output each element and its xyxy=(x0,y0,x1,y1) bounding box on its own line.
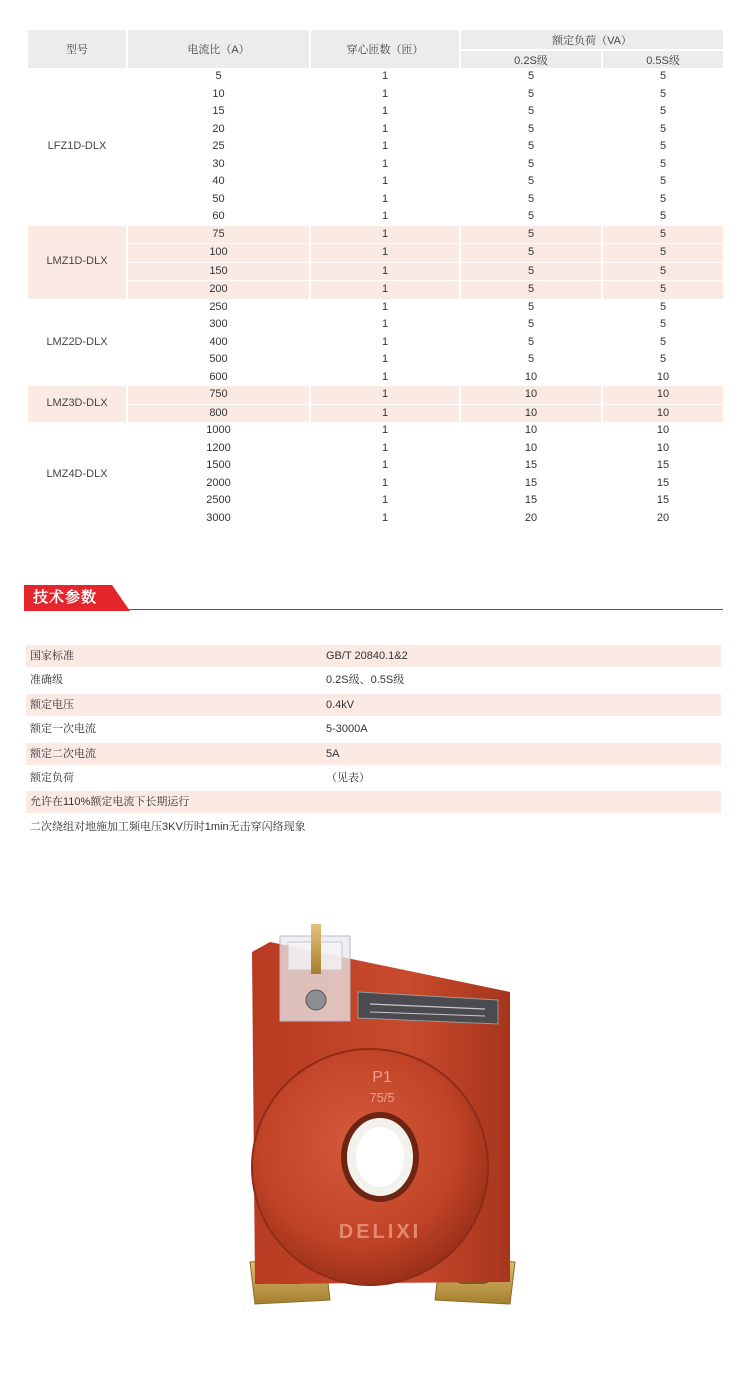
section-title: 技术参数 xyxy=(33,589,98,606)
turns-cell: 1 xyxy=(381,157,389,170)
burden-05-cell: 5 xyxy=(659,318,667,330)
ratio-cell: 5 xyxy=(215,70,222,82)
param-row xyxy=(26,718,721,740)
marking-ratio: 75/5 xyxy=(369,1090,395,1105)
burden-05-cell: 5 xyxy=(659,105,667,117)
turns-cell: 1 xyxy=(381,122,389,135)
table-row xyxy=(28,351,723,369)
turns-cell: 1 xyxy=(381,459,389,471)
ratio-cell: 1200 xyxy=(206,441,231,454)
burden-02-cell: 20 xyxy=(524,511,538,524)
table-row xyxy=(28,121,723,139)
burden-05-cell: 5 xyxy=(659,70,667,82)
turns-cell: 1 xyxy=(311,386,459,405)
burden-05-cell: 15 xyxy=(656,476,670,489)
burden-02-cell: 5 xyxy=(527,335,535,348)
burden-05-cell: 5 xyxy=(603,281,723,299)
burden-05-cell: 5 xyxy=(659,175,667,187)
burden-02-cell: 5 xyxy=(527,87,535,100)
param-key: 额定二次电流 xyxy=(30,747,96,760)
table-row xyxy=(28,208,723,226)
ratio-cell: 150 xyxy=(128,263,309,282)
turns-cell: 1 xyxy=(311,244,459,263)
burden-05-cell: 10 xyxy=(656,441,670,454)
param-key: 准确级 xyxy=(30,674,63,687)
burden-05-cell: 5 xyxy=(659,87,667,100)
turns-cell: 1 xyxy=(381,318,389,330)
ratio-cell: 20 xyxy=(212,122,225,135)
burden-05-cell: 15 xyxy=(656,494,670,506)
burden-05-cell: 5 xyxy=(659,122,667,135)
burden-05-cell: 10 xyxy=(656,424,670,436)
table-row xyxy=(28,244,723,263)
table-row xyxy=(28,475,723,493)
burden-02-cell: 5 xyxy=(461,226,601,245)
table-row xyxy=(28,510,723,528)
param-key: 额定电压 xyxy=(30,698,74,711)
turns-cell: 1 xyxy=(381,476,389,489)
model-cell: LFZ1D-DLX xyxy=(47,140,107,152)
burden-02-cell: 15 xyxy=(524,476,538,489)
param-value: 5A xyxy=(326,747,340,760)
burden-02-cell: 5 xyxy=(527,140,535,152)
param-note xyxy=(26,816,721,838)
burden-02-cell: 10 xyxy=(524,370,538,383)
ratio-cell: 40 xyxy=(212,175,225,187)
burden-05-cell: 10 xyxy=(603,405,723,423)
burden-05-cell: 5 xyxy=(659,210,667,222)
ratio-cell: 400 xyxy=(209,335,228,348)
turns-cell: 1 xyxy=(381,441,389,454)
table-row xyxy=(28,86,723,104)
turns-cell: 1 xyxy=(381,192,389,205)
burden-05-cell: 10 xyxy=(603,386,723,405)
table-row xyxy=(28,156,723,174)
param-value: 0.4kV xyxy=(326,698,355,711)
burden-05-cell: 15 xyxy=(656,459,670,471)
burden-02-cell: 15 xyxy=(524,459,538,471)
ratio-cell: 500 xyxy=(209,353,228,365)
burden-02-cell: 5 xyxy=(461,263,601,282)
param-value: 0.2S级、0.5S级 xyxy=(326,674,405,687)
ratio-cell: 200 xyxy=(128,281,309,299)
ratio-cell: 60 xyxy=(212,210,225,222)
burden-02-cell: 10 xyxy=(461,386,601,405)
param-row xyxy=(26,694,721,716)
table-row xyxy=(28,226,723,245)
ratio-cell: 25 xyxy=(212,140,225,152)
model-cell: LMZ3D-DLX xyxy=(28,386,126,422)
burden-02-cell: 5 xyxy=(527,353,535,365)
ratio-cell: 3000 xyxy=(206,511,231,524)
header-model: 型号 xyxy=(28,30,126,68)
header-class-05: 0.5S级 xyxy=(603,49,723,68)
burden-02-cell: 5 xyxy=(527,318,535,330)
marking-p1: P1 xyxy=(372,1069,392,1086)
ratio-cell: 2000 xyxy=(206,476,231,489)
burden-02-cell: 5 xyxy=(527,192,535,205)
table-row xyxy=(28,173,723,191)
param-key: 额定负荷 xyxy=(30,771,74,784)
header-ratio: 电流比（A） xyxy=(128,30,309,68)
burden-05-cell: 5 xyxy=(603,244,723,263)
ratio-cell: 30 xyxy=(212,157,225,170)
turns-cell: 1 xyxy=(381,175,389,187)
turns-cell: 1 xyxy=(381,105,389,117)
burden-05-cell: 5 xyxy=(659,353,667,365)
table-row xyxy=(28,138,723,156)
turns-cell: 1 xyxy=(381,494,389,506)
burden-02-cell: 5 xyxy=(527,105,535,117)
section-divider xyxy=(24,609,723,610)
ratio-cell: 300 xyxy=(209,318,228,330)
model-cell: LMZ1D-DLX xyxy=(28,226,126,299)
table-row xyxy=(28,281,723,299)
turns-cell: 1 xyxy=(311,226,459,245)
table-row xyxy=(28,369,723,387)
burden-02-cell: 5 xyxy=(461,244,601,263)
burden-05-cell: 5 xyxy=(659,140,667,152)
ratio-cell: 800 xyxy=(128,405,309,423)
param-key: 国家标准 xyxy=(30,650,74,662)
turns-cell: 1 xyxy=(381,140,389,152)
burden-02-cell: 15 xyxy=(524,494,538,506)
turns-cell: 1 xyxy=(381,353,389,365)
turns-cell: 1 xyxy=(381,370,389,383)
header-burden: 额定负荷（VA） xyxy=(461,30,723,49)
turns-cell: 1 xyxy=(311,263,459,282)
ratio-cell: 75 xyxy=(128,226,309,245)
table-row xyxy=(28,422,723,440)
table-row xyxy=(28,263,723,282)
burden-02-cell: 5 xyxy=(527,122,535,135)
table-row xyxy=(28,191,723,209)
param-row xyxy=(26,669,721,691)
table-row xyxy=(28,103,723,121)
ratio-cell: 750 xyxy=(128,386,309,405)
table-row xyxy=(28,405,723,423)
param-note-text: 二次绕组对地施加工频电压3KV历时1min无击穿闪络现象 xyxy=(30,820,306,833)
ratio-cell: 1000 xyxy=(206,424,231,436)
table-row xyxy=(28,457,723,475)
turns-cell: 1 xyxy=(381,511,389,524)
table-row xyxy=(28,440,723,458)
spec-table xyxy=(26,30,725,527)
spec-table-body xyxy=(28,68,723,527)
param-value: （见表） xyxy=(326,771,370,784)
ratio-cell: 100 xyxy=(128,244,309,263)
turns-cell: 1 xyxy=(381,424,389,436)
param-value: GB/T 20840.1&2 xyxy=(326,650,408,662)
model-cell: LMZ2D-DLX xyxy=(46,335,108,348)
burden-02-cell: 5 xyxy=(527,157,535,170)
ratio-cell: 15 xyxy=(212,105,225,117)
burden-02-cell: 5 xyxy=(461,281,601,299)
ratio-cell: 10 xyxy=(212,87,225,100)
table-row xyxy=(28,334,723,352)
ratio-cell: 2500 xyxy=(206,494,231,506)
param-value: 5-3000A xyxy=(326,723,368,736)
model-cell: LMZ4D-DLX xyxy=(46,467,108,480)
param-row xyxy=(26,743,721,765)
turns-cell: 1 xyxy=(381,335,389,348)
burden-02-cell: 5 xyxy=(527,210,535,222)
burden-05-cell: 5 xyxy=(659,157,667,170)
burden-05-cell: 5 xyxy=(603,263,723,282)
burden-02-cell: 5 xyxy=(527,300,535,313)
section-header xyxy=(24,585,723,611)
burden-02-cell: 10 xyxy=(524,441,538,454)
turns-cell: 1 xyxy=(311,281,459,299)
table-row xyxy=(28,386,723,405)
burden-05-cell: 5 xyxy=(659,335,667,348)
param-row xyxy=(26,645,721,667)
turns-cell: 1 xyxy=(381,210,389,222)
terminal-block xyxy=(280,924,350,1021)
turns-cell: 1 xyxy=(311,405,459,423)
burden-02-cell: 10 xyxy=(524,424,538,436)
table-row xyxy=(28,492,723,510)
turns-cell: 1 xyxy=(381,300,389,313)
burden-02-cell: 10 xyxy=(461,405,601,423)
brand-mark: DELIXI xyxy=(338,1221,422,1243)
param-note xyxy=(26,791,721,813)
burden-02-cell: 5 xyxy=(527,175,535,187)
param-row xyxy=(26,767,721,789)
burden-05-cell: 10 xyxy=(656,370,670,383)
param-note-text: 允许在110%额定电流下长期运行 xyxy=(30,796,190,809)
param-key: 额定一次电流 xyxy=(30,723,96,736)
table-row xyxy=(28,299,723,317)
ratio-cell: 50 xyxy=(212,192,225,205)
burden-05-cell: 20 xyxy=(656,511,670,524)
table-row xyxy=(28,316,723,334)
table-row xyxy=(28,68,723,86)
burden-02-cell: 5 xyxy=(527,70,535,82)
header-class-02: 0.2S级 xyxy=(461,49,601,68)
turns-cell: 1 xyxy=(381,70,389,82)
ratio-cell: 250 xyxy=(209,300,228,313)
burden-05-cell: 5 xyxy=(659,300,667,313)
product-image xyxy=(180,912,570,1322)
header-turns: 穿心匝数（匝） xyxy=(311,30,459,68)
ratio-cell: 1500 xyxy=(206,459,231,471)
burden-05-cell: 5 xyxy=(659,192,667,205)
ratio-cell: 600 xyxy=(209,370,228,383)
turns-cell: 1 xyxy=(381,87,389,100)
burden-05-cell: 5 xyxy=(603,226,723,245)
tech-params xyxy=(26,645,721,840)
